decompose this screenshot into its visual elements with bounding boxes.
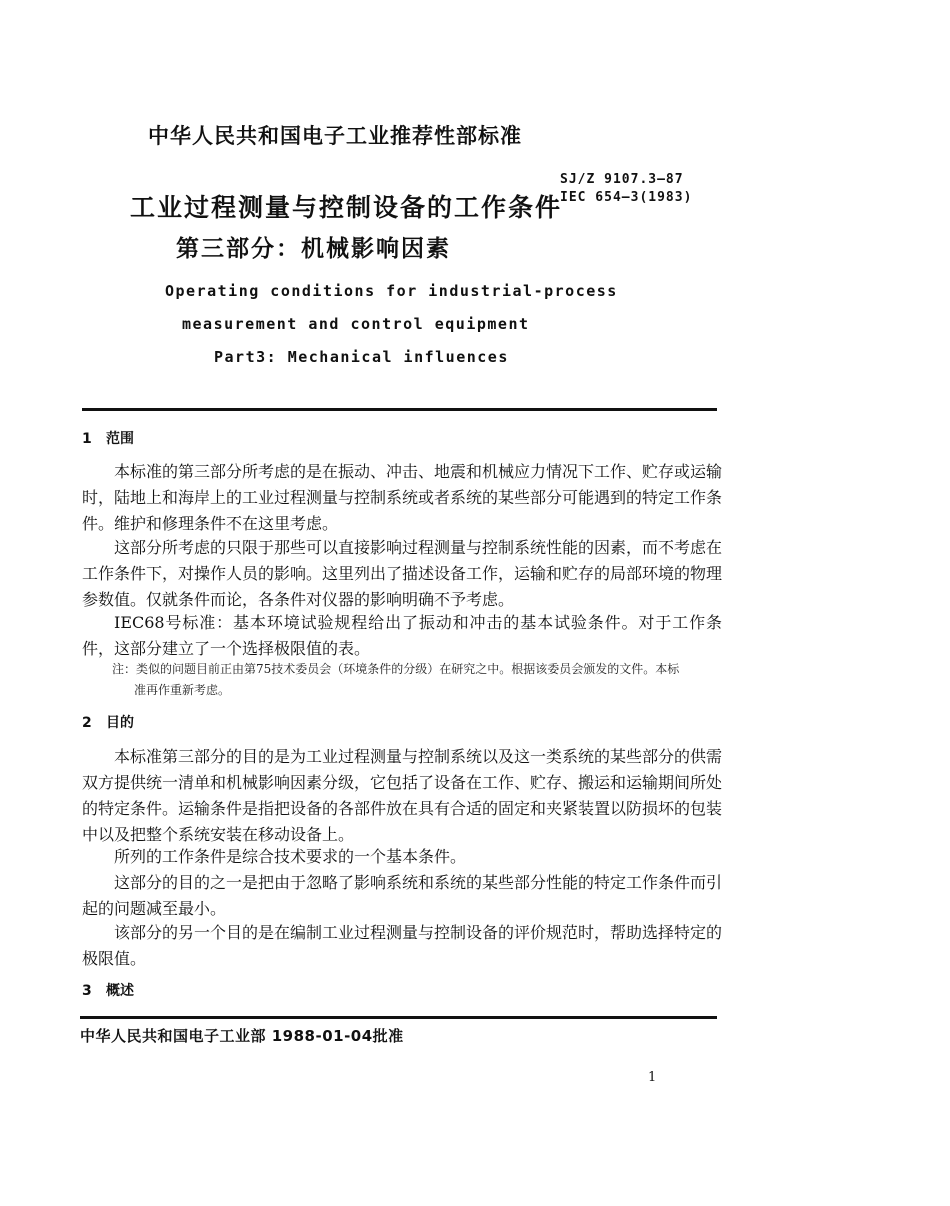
note-line: 注：类似的问题目前正由第75技术委员会（环境条件的分级）在研究之中。根据该委员会颁发的文件。本标 (112, 662, 680, 676)
note (112, 659, 722, 701)
paragraph: 该部分的另一个目的是在编制工业过程测量与控制设备的评价规范时，帮助选择特定的极限值。 (82, 923, 723, 968)
page-number: 1 (648, 1070, 657, 1085)
section-number: 2 (82, 715, 92, 731)
paragraph: 所列的工作条件是综合技术要求的一个基本条件。 (114, 847, 467, 866)
approval-line: 中华人民共和国电子工业部 1988-01-04批准 (80, 1027, 404, 1045)
section-2-heading (82, 712, 134, 732)
iec-code: IEC 654—3(1983) (560, 190, 693, 205)
paragraph: 这部分所考虑的只限于那些可以直接影响过程测量与控制系统性能的因素，而不考虑在工作条件下，对操作人员的影响。这里列出了描述设备工作，运输和贮存的局部环境的物理参数值。仅就条件而论，各条件对仪器的影响明确不予考虑。 (82, 538, 723, 609)
english-title-line2: measurement and control equipment (182, 315, 530, 333)
section-title: 范围 (106, 431, 134, 447)
paragraph: 本标准的第三部分所考虑的是在振动、冲击、地震和机械应力情况下工作、贮存或运输时，陆地上和海岸上的工业过程测量与控制系统或者系统的某些部分可能遇到的特定工作条件。维护和修理条件不在这里考虑。 (82, 462, 723, 533)
header-divider (82, 408, 717, 411)
paragraph: IEC68号标准：基本环境试验规程给出了振动和冲击的基本试验条件。对于工作条件，这部分建立了一个选择极限值的表。 (82, 613, 722, 658)
standard-code: SJ/Z 9107.3—87 (560, 172, 684, 187)
paragraph: 本标准第三部分的目的是为工业过程测量与控制系统以及这一类系统的某些部分的供需双方提供统一清单和机械影响因素分级，它包括了设备在工作、贮存、搬运和运输期间所处的特定条件。运输条件是指把设备的各部件放在具有合适的固定和夹紧装置以防损坏的包装中以及把整个系统安装在移动设备上。 (82, 747, 723, 844)
footer-divider (80, 1016, 717, 1019)
english-title-line3: Part3: Mechanical influences (214, 348, 509, 366)
section-number: 3 (82, 983, 92, 999)
document-subtitle: 第三部分：机械影响因素 (176, 236, 451, 262)
section-title: 目的 (106, 715, 134, 731)
english-title-line1: Operating conditions for industrial-process (165, 282, 618, 300)
note-line: 准再作重新考虑。 (134, 683, 231, 697)
standard-header: 中华人民共和国电子工业推荐性部标准 (148, 124, 522, 148)
paragraph: 这部分的目的之一是把由于忽略了影响系统和系统的某些部分性能的特定工作条件而引起的问题减至最小。 (82, 873, 723, 918)
section-number: 1 (82, 431, 92, 447)
section-1-heading (82, 428, 134, 448)
section-3-heading (82, 980, 134, 1000)
section-title: 概述 (106, 983, 134, 999)
document-title: 工业过程测量与控制设备的工作条件 (130, 193, 563, 222)
